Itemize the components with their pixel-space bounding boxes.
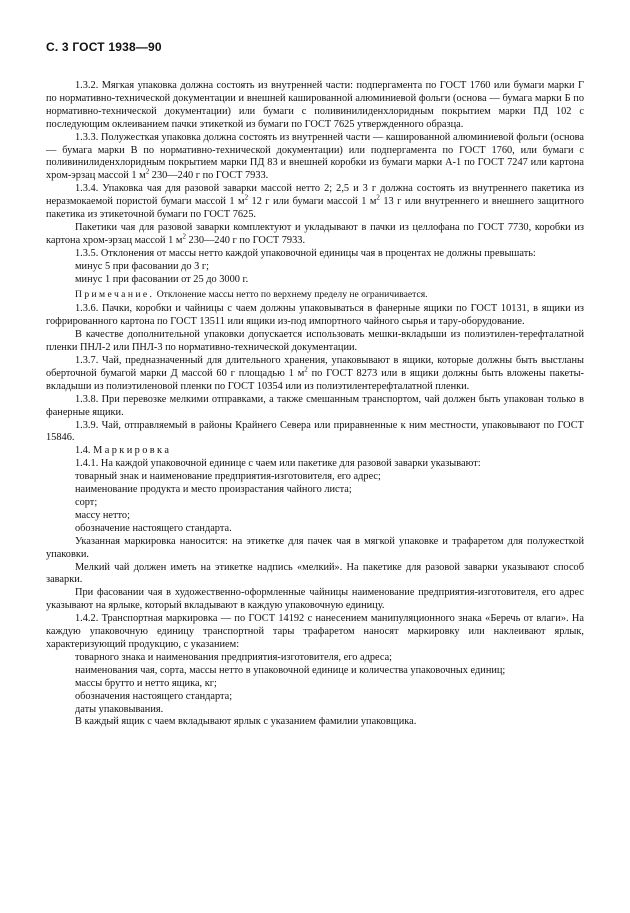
paragraph-packer-label: В каждый ящик с чаем вкладывают ярлык с указанием фамилии упаковщика. [75,716,417,728]
paragraph-1-3-5: 1.3.5. Отклонения от массы нетто каждой упаковочной единицы чая в процентах не должны превышать: [75,247,536,259]
paragraph-artistic-tins: При фасовании чая в художественно-оформленные чайницы наименование предприятия-изготовителя, его адрес указывают на ярлыке, который вкладывают в каждую упаковочную единицу. [46,587,584,612]
list-item: массы брутто и нетто ящика, кг; [75,677,217,689]
paragraph-1-4-1: 1.4.1. На каждой упаковочной единице с чаем или пакетике для разовой заварки указывают: [75,458,481,470]
paragraph-marking-placement: Указанная маркировка наносится: на этикетке для пачек чая в мягкой упаковке и трафаретом для полужесткой упаковки. [46,535,584,560]
list-item: обозначение настоящего стандарта. [75,522,232,534]
paragraph-1-3-9: 1.3.9. Чай, отправляемый в районы Крайнего Севера или приравненные к ним местности, упаковывают по ГОСТ 15846. [46,419,584,444]
paragraph-1-3-3: 1.3.3. Полужесткая упаковка должна состоять из внутренней части — кашированной алюминиевой фольги (основа — бумага марки В по нормативно-технической документации) или подпергамента по ГОСТ 1760, или бумаги с поливинилиденхлоридным покрытием марки ПД 83 и внешней коробки из бумаги марки А-1 по ГОСТ 7247 или картона хром-эрзац массой 1 $м^2$ 230—240 г по ГОСТ 7933. [46,131,584,182]
list-item: минус 1 при фасовании от 25 до 3000 г. [75,273,249,285]
list-item: наименование продукта и место произрастания чайного листа; [75,484,352,496]
paragraph-small-tea: Мелкий чай должен иметь на этикетке надпись «мелкий». На пакетике для разовой заварки указывают способ заварки. [46,561,584,586]
paragraph-1-3-6: 1.3.6. Пачки, коробки и чайницы с чаем должны упаковываться в фанерные ящики по ГОСТ 10131, в ящики из гофрированного картона по ГОСТ 13511 или ящики из-под импортного чайного сырья и тару-оборудование. [46,303,584,328]
page-header: С. 3 ГОСТ 1938—90 [46,40,162,54]
paragraph-1-3-8: 1.3.8. При перевозке мелкими отправками, а также смешанным транспортом, чай должен быть упакован только в фанерные ящики. [46,393,584,418]
paragraph-1-4-2: 1.4.2. Транспортная маркировка — по ГОСТ 14192 с нанесением манипуляционного знака «Беречь от влаги». На каждую упаковочную единицу транспортной тары трафаретом наносят маркировку или наклеивают ярлык, характеризующий продукцию, с указанием: [46,613,584,650]
list-item: товарный знак и наименование предприятия-изготовителя, его адрес; [75,471,381,483]
note-label: Примечание. [75,288,155,300]
list-item: массу нетто; [75,509,130,521]
list-item: обозначения настоящего стандарта; [75,690,233,702]
note [46,289,584,302]
paragraph-extra-packing: В качестве дополнительной упаковки допускается использовать мешки-вкладыши из полиэтилен-терефталатной пленки ПНЛ-2 или ПНЛ-3 по нормативно-технической документации. [46,329,584,354]
paragraph-tea-bags-packing: Пакетики чая для разовой заварки комплектуют и укладывают в пачки из целлофана по ГОСТ 7730, коробки из картона хром-эрзац массой 1 $м^2$ 230—240 г по ГОСТ 7933. [46,221,584,246]
list-item: минус 5 при фасовании до 3 г; [75,260,210,272]
paragraph-1-3-4: 1.3.4. Упаковка чая для разовой заварки массой нетто 2; 2,5 и 3 г должна состоять из внутреннего пакетика из неразмокаемой пористой бумаги массой 1 $м^2$ 12 г или бумаги массой 1 $м^2$ 13 г или внутреннего и внешнего защитного пакетика из этикеточной бумаги по ГОСТ 7625. [46,183,584,221]
list-item: сорт; [75,497,98,508]
list-item: товарного знака и наименования предприятия-изготовителя, его адреса; [75,651,393,663]
note-text: Отклонение массы нетто по верхнему пределу не ограничивается. [154,288,428,300]
section-heading-marking: 1.4. Маркировка [75,445,172,457]
paragraph-1-3-7: 1.3.7. Чай, предназначенный для длительного хранения, упаковывают в ящики, которые должны быть выстланы оберточной бумагой марки Д массой 60 г площадью 1 $м^2$ по ГОСТ 8273 или в ящики должны быть вложены пакеты-вкладыши из полиэтиленовой пленки по ГОСТ 10354 или из полиэтилентерефталатной пленки. [46,355,585,392]
list-item: наименования чая, сорта, массы нетто в упаковочной единице и количества упаковочных единиц; [75,664,506,676]
paragraph-1-3-2: 1.3.2. Мягкая упаковка должна состоять из внутренней части: подпергамента по ГОСТ 1760 или бумаги марки Г по нормативно-технической документации и внешней кашированной алюминиевой фольги (основа — бумага марки Б по нормативно-технической документации) или бумаги с поливинилиденхлоридным покрытием марки ПД 102 с последующим оклеиванием пачки этикеткой из бумаги по ГОСТ 7625 утвержденного образца. [46,80,584,130]
document-body [46,80,584,729]
list-item: даты упаковывания. [75,703,164,715]
